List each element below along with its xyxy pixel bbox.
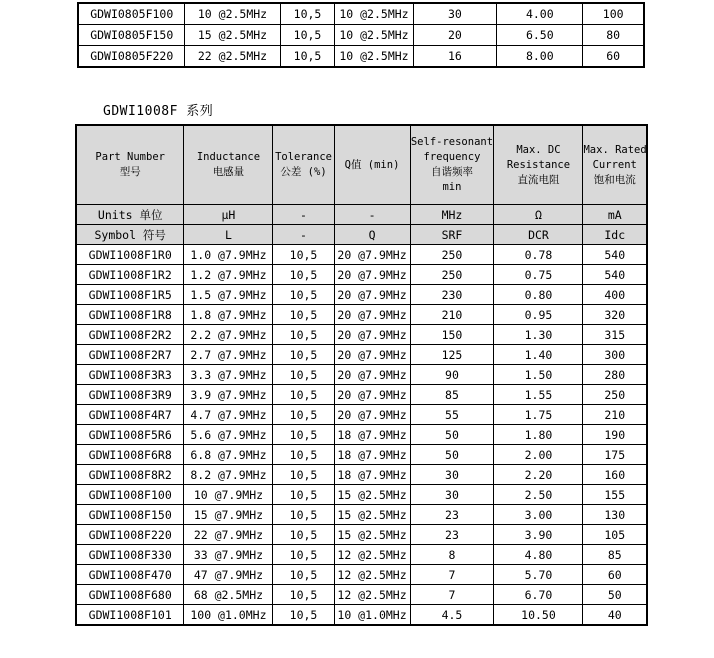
table-cell: 10,5 bbox=[273, 345, 334, 365]
table-cell: 2.20 bbox=[494, 465, 583, 485]
table-cell: 155 bbox=[583, 485, 647, 505]
table-row bbox=[76, 365, 647, 385]
table-row bbox=[76, 285, 647, 305]
table-cell: 16 bbox=[413, 46, 497, 68]
table-cell: 3.3 @7.9MHz bbox=[184, 365, 273, 385]
table-row bbox=[76, 525, 647, 545]
table-row bbox=[76, 605, 647, 626]
table-cell: 6.70 bbox=[494, 585, 583, 605]
table-cell: 68 @2.5MHz bbox=[184, 585, 273, 605]
table-cell: 20 @7.9MHz bbox=[334, 365, 410, 385]
table-cell: 20 @7.9MHz bbox=[334, 285, 410, 305]
table-cell: mA bbox=[583, 205, 647, 225]
table-cell: GDWI1008F8R2 bbox=[76, 465, 184, 485]
table-cell: 10 @1.0MHz bbox=[334, 605, 410, 626]
table-row bbox=[76, 305, 647, 325]
table-cell: 1.8 @7.9MHz bbox=[184, 305, 273, 325]
table-cell: 20 @7.9MHz bbox=[334, 405, 410, 425]
table-cell: 10,5 bbox=[273, 265, 334, 285]
table-cell: DCR bbox=[494, 225, 583, 245]
table-cell: Symbol 符号 bbox=[76, 225, 184, 245]
table-cell: 100 @1.0MHz bbox=[184, 605, 273, 626]
table-cell: MHz bbox=[410, 205, 494, 225]
table-row bbox=[76, 425, 647, 445]
table-cell: 230 bbox=[410, 285, 494, 305]
table-cell: 60 bbox=[583, 46, 644, 68]
table-row bbox=[76, 545, 647, 565]
table-row bbox=[78, 3, 644, 25]
table-row bbox=[76, 465, 647, 485]
table-cell: 160 bbox=[583, 465, 647, 485]
table-cell: 20 @7.9MHz bbox=[334, 265, 410, 285]
table-cell: 55 bbox=[410, 405, 494, 425]
table-cell: GDWI1008F1R5 bbox=[76, 285, 184, 305]
table-cell: 10,5 bbox=[273, 565, 334, 585]
table-cell: 5.70 bbox=[494, 565, 583, 585]
table-cell: 4.7 @7.9MHz bbox=[184, 405, 273, 425]
table-cell: 100 bbox=[583, 3, 644, 25]
table-cell: 40 bbox=[583, 605, 647, 626]
table-cell: 20 @7.9MHz bbox=[334, 325, 410, 345]
table-cell: 10 @2.5MHz bbox=[335, 3, 413, 25]
column-header-row bbox=[76, 125, 647, 205]
table-cell: 10,5 bbox=[273, 365, 334, 385]
table-cell: 315 bbox=[583, 325, 647, 345]
table-cell: 1.30 bbox=[494, 325, 583, 345]
table-cell: 5.6 @7.9MHz bbox=[184, 425, 273, 445]
table-cell: GDWI1008F330 bbox=[76, 545, 184, 565]
table-cell: 250 bbox=[410, 265, 494, 285]
table-cell: GDWI1008F680 bbox=[76, 585, 184, 605]
table-cell: 10 @2.5MHz bbox=[335, 25, 413, 46]
table-cell: 10 @2.5MHz bbox=[335, 46, 413, 68]
table-cell: 3.9 @7.9MHz bbox=[184, 385, 273, 405]
table-cell: 2.2 @7.9MHz bbox=[184, 325, 273, 345]
table-cell: 540 bbox=[583, 265, 647, 285]
table-cell: 300 bbox=[583, 345, 647, 365]
table-cell: 0.75 bbox=[494, 265, 583, 285]
table-row bbox=[78, 46, 644, 68]
table-cell: 15 @2.5MHz bbox=[334, 525, 410, 545]
table-cell: GDWI1008F100 bbox=[76, 485, 184, 505]
gdwi1008f-table-body bbox=[76, 245, 647, 626]
table-cell: 8 bbox=[410, 545, 494, 565]
table-cell: 0.95 bbox=[494, 305, 583, 325]
table-cell: 1.80 bbox=[494, 425, 583, 445]
table-cell: Idc bbox=[583, 225, 647, 245]
table-cell: 10,5 bbox=[273, 445, 334, 465]
table-cell: GDWI0805F100 bbox=[78, 3, 185, 25]
table-row bbox=[76, 385, 647, 405]
table-cell: 125 bbox=[410, 345, 494, 365]
table-cell: 10,5 bbox=[273, 505, 334, 525]
table-cell: 10,5 bbox=[280, 25, 335, 46]
table-row bbox=[76, 505, 647, 525]
table-cell: 130 bbox=[583, 505, 647, 525]
table-cell: 10,5 bbox=[273, 245, 334, 265]
table-cell: 30 bbox=[410, 465, 494, 485]
table-cell: 15 @2.5MHz bbox=[334, 485, 410, 505]
table-cell: 8.2 @7.9MHz bbox=[184, 465, 273, 485]
table-cell: 400 bbox=[583, 285, 647, 305]
table-cell: GDWI1008F6R8 bbox=[76, 445, 184, 465]
gdwi0805f-series-table bbox=[77, 2, 645, 68]
table-cell: 6.8 @7.9MHz bbox=[184, 445, 273, 465]
table-row bbox=[76, 225, 647, 245]
table-cell: 1.55 bbox=[494, 385, 583, 405]
table-cell: 2.7 @7.9MHz bbox=[184, 345, 273, 365]
table-cell: GDWI1008F3R3 bbox=[76, 365, 184, 385]
table-cell: 250 bbox=[410, 245, 494, 265]
table-cell: 60 bbox=[583, 565, 647, 585]
table-row bbox=[76, 205, 647, 225]
table-cell: 3.00 bbox=[494, 505, 583, 525]
column-header: Inductance 电感量 bbox=[184, 125, 273, 205]
table-cell: GDWI1008F5R6 bbox=[76, 425, 184, 445]
table-cell: 30 bbox=[410, 485, 494, 505]
table-cell: 15 @2.5MHz bbox=[334, 505, 410, 525]
table-cell: GDWI1008F1R0 bbox=[76, 245, 184, 265]
table-cell: GDWI0805F220 bbox=[78, 46, 185, 68]
table-cell: Ω bbox=[494, 205, 583, 225]
gdwi1008f-series-table bbox=[75, 124, 648, 626]
table-cell: GDWI1008F2R2 bbox=[76, 325, 184, 345]
table-cell: L bbox=[184, 225, 273, 245]
table-cell: 0.80 bbox=[494, 285, 583, 305]
table-cell: 4.80 bbox=[494, 545, 583, 565]
series-title: GDWI1008F 系列 bbox=[103, 104, 214, 119]
table-cell: 0.78 bbox=[494, 245, 583, 265]
table-cell: 250 bbox=[583, 385, 647, 405]
table-cell: 3.90 bbox=[494, 525, 583, 545]
table-cell: GDWI1008F101 bbox=[76, 605, 184, 626]
table-row bbox=[76, 405, 647, 425]
table-cell: 20 @7.9MHz bbox=[334, 345, 410, 365]
table-cell: 12 @2.5MHz bbox=[334, 585, 410, 605]
table-row bbox=[76, 325, 647, 345]
table-cell: 10 @2.5MHz bbox=[185, 3, 280, 25]
table-cell: 10.50 bbox=[494, 605, 583, 626]
table-row bbox=[76, 585, 647, 605]
table-cell: 33 @7.9MHz bbox=[184, 545, 273, 565]
table-cell: GDWI1008F1R8 bbox=[76, 305, 184, 325]
table-cell: 1.0 @7.9MHz bbox=[184, 245, 273, 265]
table-cell: GDWI0805F150 bbox=[78, 25, 185, 46]
column-header: Self-resonant frequency 自谐频率 min bbox=[410, 125, 494, 205]
units-symbol-rows bbox=[76, 205, 647, 245]
table-cell: 10,5 bbox=[273, 405, 334, 425]
table-cell: - bbox=[334, 205, 410, 225]
table-cell: 10,5 bbox=[273, 465, 334, 485]
table-cell: 10,5 bbox=[280, 46, 335, 68]
table-cell: 1.50 bbox=[494, 365, 583, 385]
table-cell: 50 bbox=[410, 425, 494, 445]
table-cell: 1.40 bbox=[494, 345, 583, 365]
table-cell: 10,5 bbox=[273, 425, 334, 445]
table-cell: 23 bbox=[410, 525, 494, 545]
table-cell: 30 bbox=[413, 3, 497, 25]
table-cell: 105 bbox=[583, 525, 647, 545]
table-row bbox=[76, 565, 647, 585]
table-cell: 85 bbox=[410, 385, 494, 405]
table-cell: 10,5 bbox=[273, 285, 334, 305]
table-cell: Q bbox=[334, 225, 410, 245]
table-cell: 15 @2.5MHz bbox=[185, 25, 280, 46]
column-header: Q值 (min) bbox=[334, 125, 410, 205]
table-cell: 12 @2.5MHz bbox=[334, 565, 410, 585]
table-cell: 90 bbox=[410, 365, 494, 385]
table-cell: 210 bbox=[410, 305, 494, 325]
table-row bbox=[76, 245, 647, 265]
table-cell: 8.00 bbox=[497, 46, 583, 68]
table-row bbox=[76, 445, 647, 465]
table-cell: GDWI1008F2R7 bbox=[76, 345, 184, 365]
table-cell: 540 bbox=[583, 245, 647, 265]
table-row bbox=[76, 485, 647, 505]
table-row bbox=[76, 265, 647, 285]
table-cell: 7 bbox=[410, 565, 494, 585]
table-cell: 2.00 bbox=[494, 445, 583, 465]
table-cell: 85 bbox=[583, 545, 647, 565]
table-cell: 20 @7.9MHz bbox=[334, 305, 410, 325]
column-header: Part Number 型号 bbox=[76, 125, 184, 205]
column-header: Max. Rated Current 饱和电流 bbox=[583, 125, 647, 205]
table-cell: 10,5 bbox=[273, 305, 334, 325]
table-row bbox=[78, 25, 644, 46]
table-row bbox=[76, 345, 647, 365]
table-cell: 47 @7.9MHz bbox=[184, 565, 273, 585]
table-cell: - bbox=[273, 225, 334, 245]
table-cell: 50 bbox=[583, 585, 647, 605]
table-cell: 10,5 bbox=[273, 605, 334, 626]
table-cell: 22 @7.9MHz bbox=[184, 525, 273, 545]
table-cell: 2.50 bbox=[494, 485, 583, 505]
table-cell: - bbox=[273, 205, 334, 225]
column-header: Tolerance 公差 (%) bbox=[273, 125, 334, 205]
table-cell: 20 bbox=[413, 25, 497, 46]
table-cell: GDWI1008F1R2 bbox=[76, 265, 184, 285]
table-cell: 190 bbox=[583, 425, 647, 445]
table-cell: Units 单位 bbox=[76, 205, 184, 225]
table-cell: 10,5 bbox=[273, 485, 334, 505]
table-cell: 10,5 bbox=[280, 3, 335, 25]
table-cell: 12 @2.5MHz bbox=[334, 545, 410, 565]
table-cell: 18 @7.9MHz bbox=[334, 425, 410, 445]
table-cell: GDWI1008F3R9 bbox=[76, 385, 184, 405]
column-header: Max. DC Resistance 直流电阻 bbox=[494, 125, 583, 205]
table-cell: 10 @7.9MHz bbox=[184, 485, 273, 505]
table-cell: GDWI1008F220 bbox=[76, 525, 184, 545]
table-cell: 1.75 bbox=[494, 405, 583, 425]
table-cell: 10,5 bbox=[273, 545, 334, 565]
table-cell: μH bbox=[184, 205, 273, 225]
table-cell: 50 bbox=[410, 445, 494, 465]
table-cell: 280 bbox=[583, 365, 647, 385]
table-cell: 23 bbox=[410, 505, 494, 525]
table-cell: 210 bbox=[583, 405, 647, 425]
table-cell: 18 @7.9MHz bbox=[334, 465, 410, 485]
table-cell: 7 bbox=[410, 585, 494, 605]
table-cell: 80 bbox=[583, 25, 644, 46]
table-cell: 6.50 bbox=[497, 25, 583, 46]
table-cell: 175 bbox=[583, 445, 647, 465]
table-cell: 320 bbox=[583, 305, 647, 325]
table-cell: SRF bbox=[410, 225, 494, 245]
table-cell: 1.5 @7.9MHz bbox=[184, 285, 273, 305]
table-cell: 1.2 @7.9MHz bbox=[184, 265, 273, 285]
table-cell: GDWI1008F470 bbox=[76, 565, 184, 585]
table-cell: 20 @7.9MHz bbox=[334, 385, 410, 405]
table-cell: 22 @2.5MHz bbox=[185, 46, 280, 68]
table-cell: 4.00 bbox=[497, 3, 583, 25]
gdwi0805f-table-body bbox=[78, 3, 644, 67]
table-cell: 10,5 bbox=[273, 525, 334, 545]
table-cell: 10,5 bbox=[273, 585, 334, 605]
table-cell: 150 bbox=[410, 325, 494, 345]
table-cell: GDWI1008F150 bbox=[76, 505, 184, 525]
table-cell: 10,5 bbox=[273, 325, 334, 345]
table-cell: 18 @7.9MHz bbox=[334, 445, 410, 465]
table-cell: GDWI1008F4R7 bbox=[76, 405, 184, 425]
table-cell: 20 @7.9MHz bbox=[334, 245, 410, 265]
table-cell: 4.5 bbox=[410, 605, 494, 626]
table-cell: 10,5 bbox=[273, 385, 334, 405]
table-cell: 15 @7.9MHz bbox=[184, 505, 273, 525]
